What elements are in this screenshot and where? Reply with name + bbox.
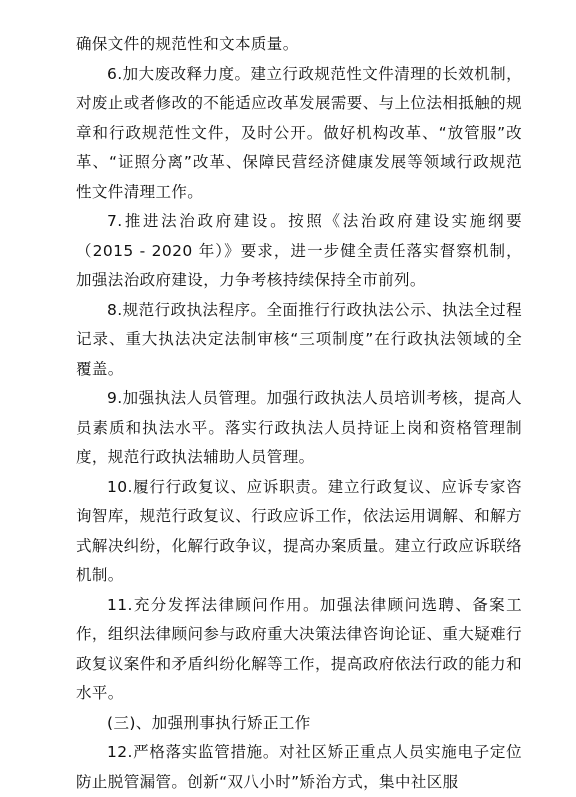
paragraph-item-11: 11.充分发挥法律顾问作用。加强法律顾问选聘、备案工作，组织法律顾问参与政府重大决策法律咨询论证、重大疑难行政复议案件和矛盾纠纷化解等工作，提高政府依法行政的能力和水平。	[76, 595, 522, 702]
section-heading: (三)、加强刑事执行矫正工作	[107, 713, 311, 732]
paragraph-item-7: 7.推进法治政府建设。按照《法治政府建设实施纲要（2015 - 2020 年）》要求，进一步健全责任落实督察机制，加强法治政府建设，力争考核持续保持全市前列。	[76, 212, 522, 289]
paragraph-item-6: 6.加大废改释力度。建立行政规范性文件清理的长效机制，对废止或者修改的不能适应改革发展需要、与上位法相抵触的规章和行政规范性文件，及时公开。做好机构改革、“放管服”改革、“证照分离”改革、保障民营经济健康发展等领域行政规范性文件清理工作。	[76, 64, 522, 201]
document-body	[76, 30, 522, 797]
paragraph-item-9: 9.加强执法人员管理。加强行政执法人员培训考核，提高人员素质和执法水平。落实行政执法人员持证上岗和资格管理制度，规范行政执法辅助人员管理。	[76, 389, 522, 466]
paragraph-item-8: 8.规范行政执法程序。全面推行行政执法公示、执法全过程记录、重大执法决定法制审核“三项制度”在行政执法领域的全覆盖。	[76, 300, 522, 378]
paragraph-item-12: 12.严格落实监管措施。对社区矫正重点人员实施电子定位防止脱管漏管。创新“双八小时”矫治方式，集中社区服	[76, 743, 522, 791]
paragraph-item-10: 10.履行行政复议、应诉职责。建立行政复议、应诉专家咨询智库，规范行政复议、行政应诉工作，依法运用调解、和解方式解决纠纷，化解行政争议，提高办案质量。建立行政应诉联络机制。	[76, 477, 522, 584]
paragraph-continuation: 确保文件的规范性和文本质量。	[76, 35, 299, 53]
